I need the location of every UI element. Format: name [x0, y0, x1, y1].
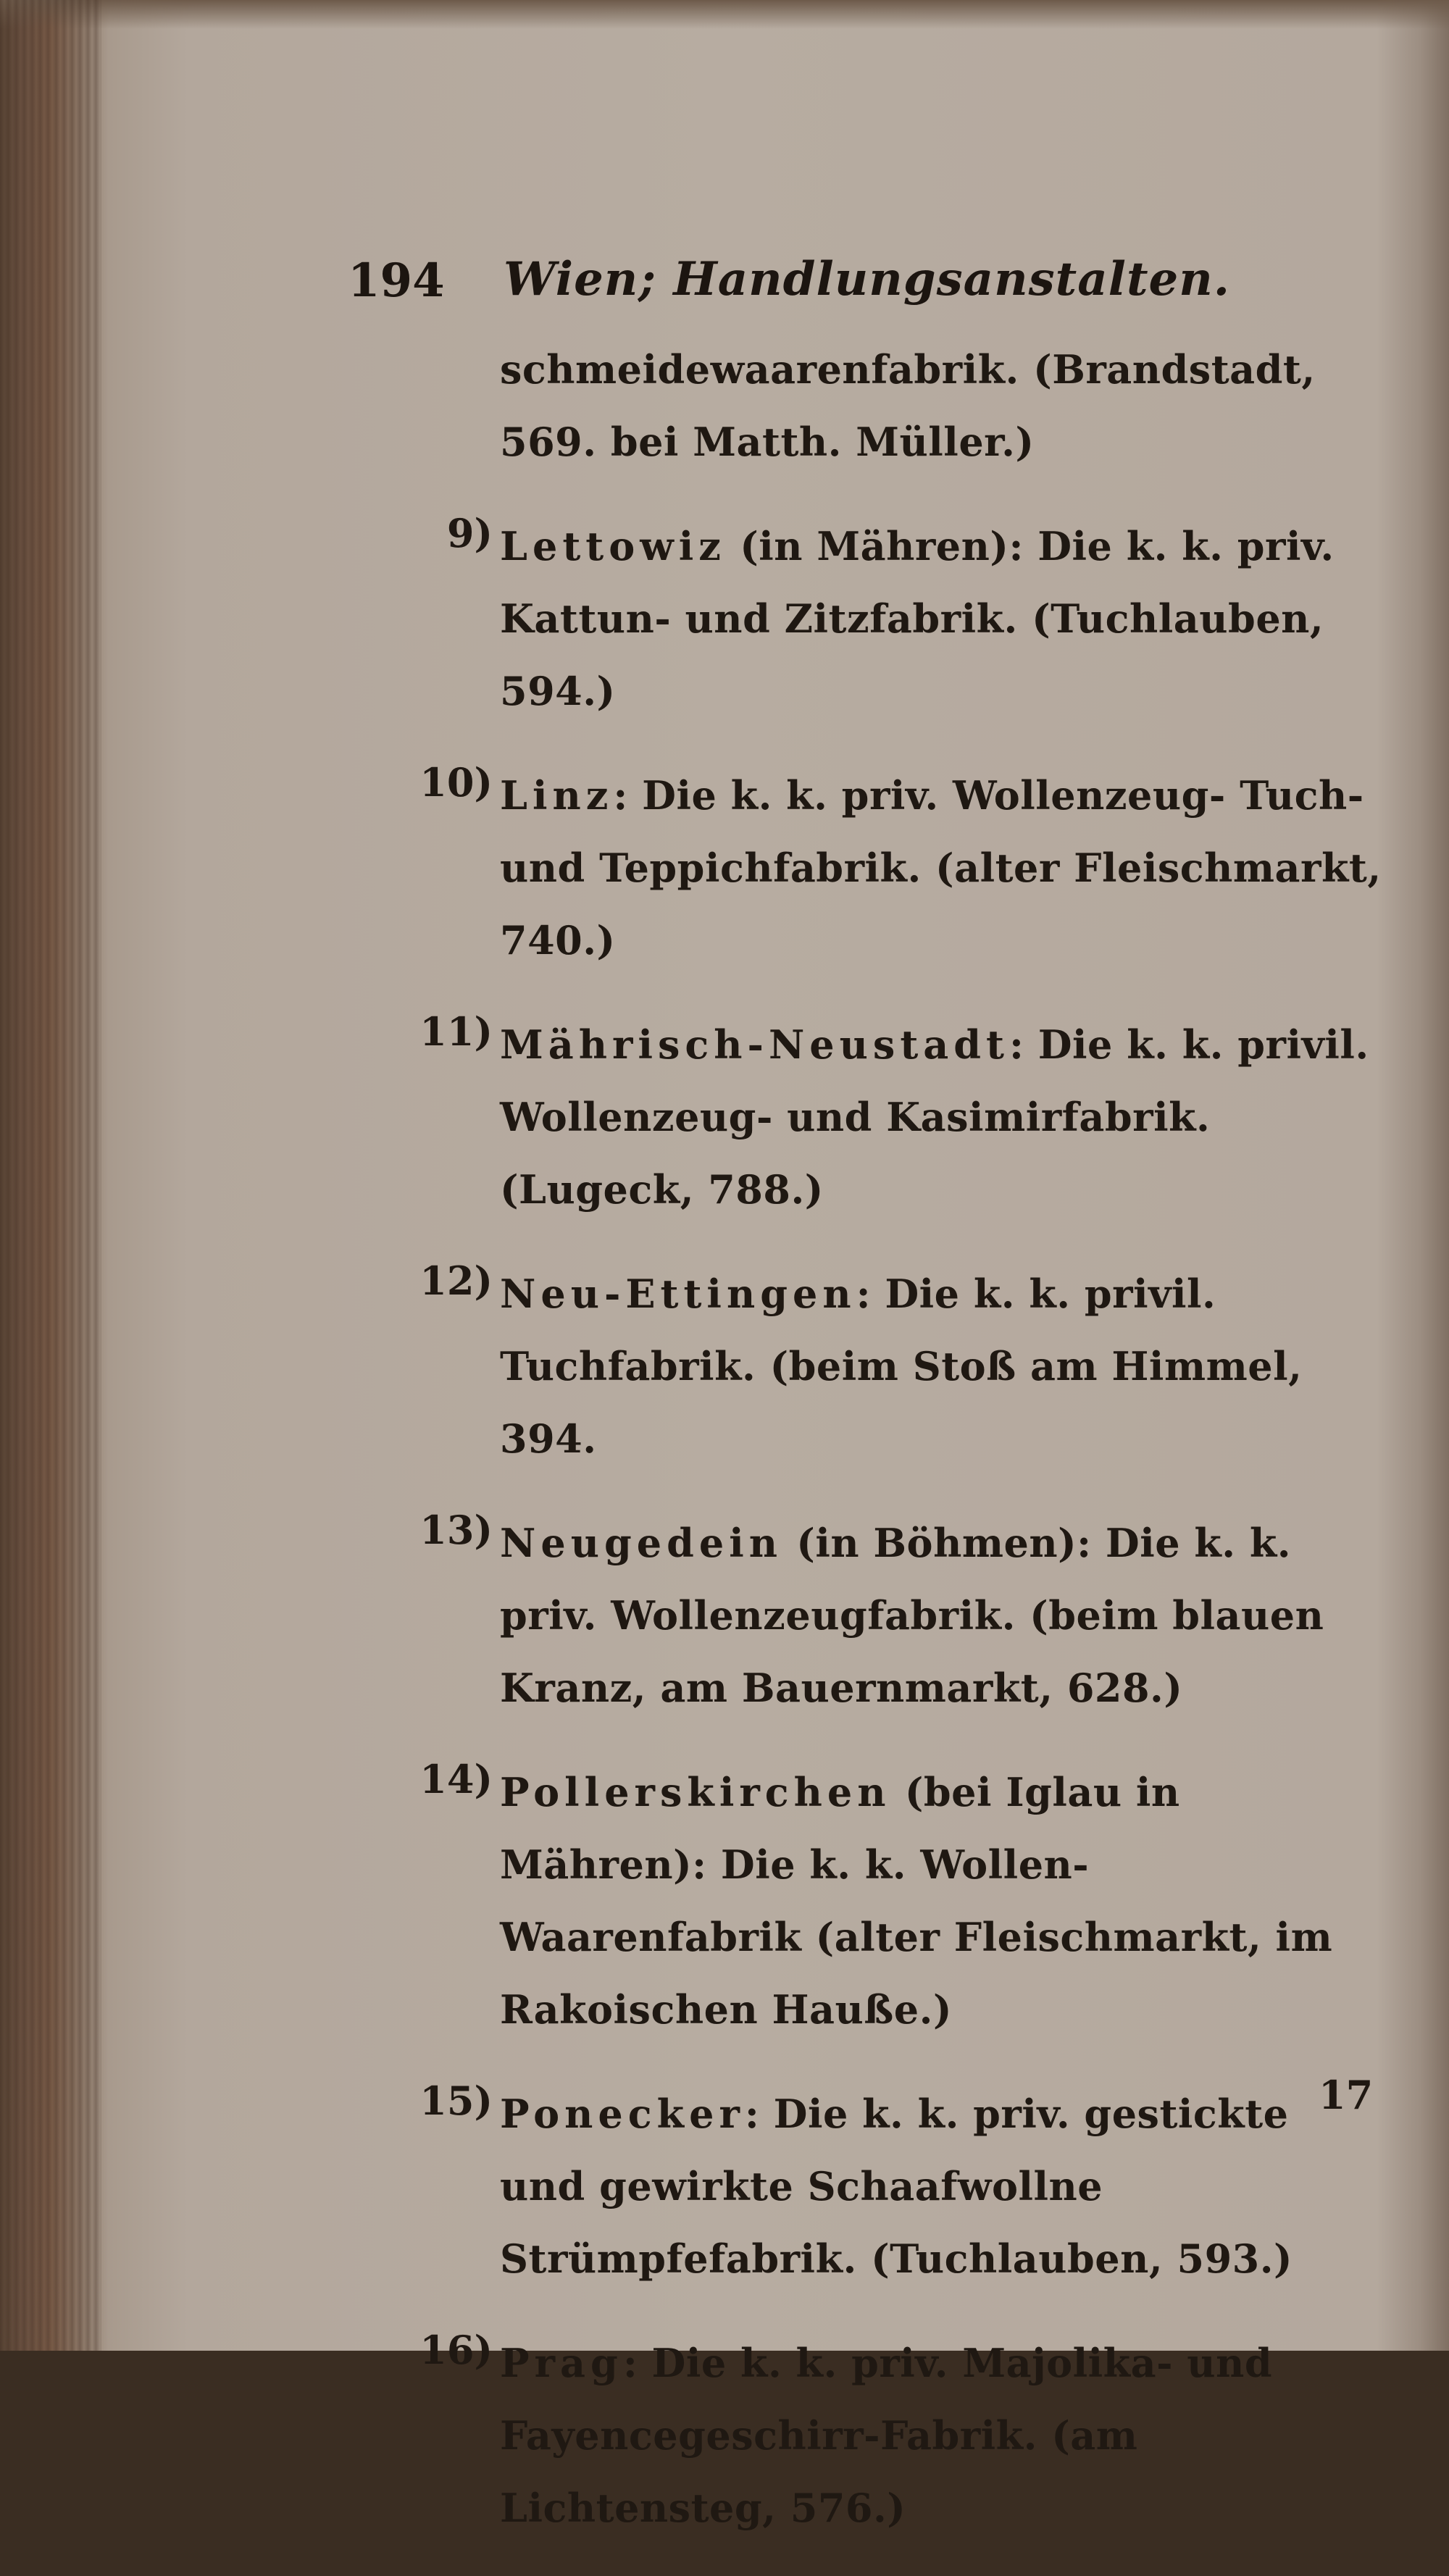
- entry-number: 15): [419, 2078, 493, 2124]
- entry-text: [500, 1507, 1387, 1724]
- entry-place: Linz: [500, 772, 614, 819]
- entry-number: 12): [419, 1258, 493, 1304]
- entry-text: [500, 510, 1387, 727]
- entry-description: : Die k. k. privil. Wollenzeug- und Kasimirfabrik. (Lugeck, 788.): [500, 1021, 1369, 1213]
- entry-text: [500, 1258, 1387, 1475]
- entry-description: : Die k. k. priv. Majolika- und Fayencegeschirr-Fabrik. (am Lichtensteg, 576.): [500, 2340, 1273, 2531]
- list-item: [384, 2078, 1398, 2295]
- entry-description: (in Mähren): Die k. k. priv. Kattun- und Zitzfabrik. (Tuchlauben, 594.): [500, 523, 1335, 714]
- entry-place: Ponecker: [500, 2091, 745, 2137]
- entry-description: (in Böhmen): Die k. k. priv. Wollenzeugfabrik. (beim blauen Kranz, am Bauernmarkt, 628.): [500, 1520, 1324, 1711]
- entry-place: Mährisch-Neustadt: [500, 1021, 1009, 1068]
- continuation-text: schmeidewaarenfabrik. (Brandstadt, 569. bei Matth. Müller.): [500, 346, 1316, 465]
- entry-description: (bei Iglau in Mähren): Die k. k. Wollen-Waarenfabrik (alter Fleischmarkt, im Rakoischen Hauße.): [500, 1769, 1333, 2033]
- entry-number: 11): [419, 1008, 493, 1055]
- entry-number: 16): [419, 2327, 493, 2373]
- entry-list: [384, 333, 1398, 2576]
- entry-description: : Die k. k. priv. Wollenzeug- Tuch- und Teppichfabrik. (alter Fleischmarkt, 740.): [500, 772, 1382, 963]
- running-title: Wien; Handlungsanstalten.: [504, 252, 1231, 306]
- page-top-shadow: [0, 0, 1449, 29]
- list-item: [384, 1258, 1398, 1475]
- entry-place: Pollerskirchen: [500, 1769, 891, 1815]
- entry-description: : Die k. k. privil. Tuchfabrik. (beim Stoß am Himmel, 394.: [500, 1271, 1303, 1462]
- list-item: [384, 1008, 1398, 1226]
- entry-place: Neu-Ettingen: [500, 1271, 856, 1317]
- entry-text: [500, 1008, 1387, 1226]
- entry-place: Prag: [500, 2340, 623, 2386]
- catchword: 17: [1319, 2072, 1374, 2118]
- entry-text: [500, 759, 1387, 977]
- entry-description: : Die k. k. priv. gestickte und gewirkte Schaafwollne Strümpfefabrik. (Tuchlauben, 593.): [500, 2091, 1293, 2282]
- book-gutter: [0, 0, 101, 2351]
- entry-number: 10): [419, 759, 493, 806]
- list-item: [384, 1756, 1398, 2046]
- list-item: [384, 759, 1398, 977]
- list-item: [384, 2327, 1398, 2544]
- page-header: [348, 239, 1348, 319]
- entry-place: Lettowiz: [500, 523, 726, 569]
- entry-place: Neugedein: [500, 1520, 782, 1566]
- list-item: [384, 510, 1398, 727]
- list-item: [384, 1507, 1398, 1724]
- entry-text: [500, 2327, 1387, 2544]
- entry-text: [500, 1756, 1387, 2046]
- page-number: 194: [348, 254, 445, 308]
- entry-text: [500, 2078, 1387, 2295]
- entry-number: 14): [419, 1756, 493, 1802]
- entry-number: 9): [446, 510, 493, 556]
- entry-number: 13): [419, 1507, 493, 1553]
- continuation-entry: [384, 333, 1398, 478]
